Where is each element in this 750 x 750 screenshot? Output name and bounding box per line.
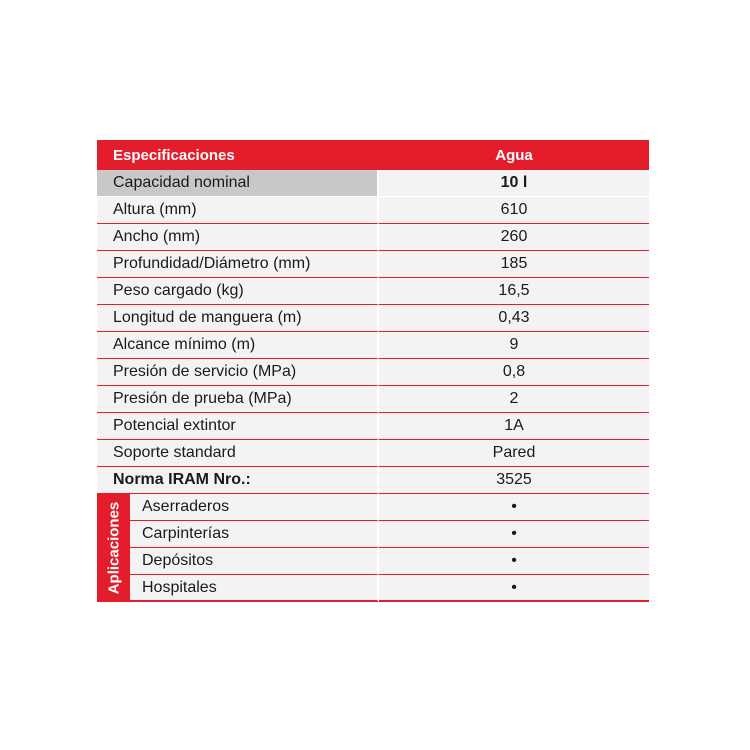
applications-list [130,494,649,602]
table-row [97,305,649,332]
spec-label: Peso cargado (kg) [97,278,379,305]
spec-label: Ancho (mm) [97,224,379,251]
spec-value: 610 [379,197,649,224]
spec-table [97,140,649,602]
list-item [130,575,649,602]
applications-section [97,494,649,602]
table-row [97,278,649,305]
applications-label: Aplicaciones [105,501,122,594]
table-row [97,440,649,467]
applications-label-cell [97,494,130,602]
spec-value: 0,8 [379,359,649,386]
table-row [97,197,649,224]
table-row [97,170,649,197]
list-item [130,548,649,575]
table-row [97,224,649,251]
spec-value: 3525 [379,467,649,494]
application-label: Aserraderos [130,494,379,521]
application-label: Hospitales [130,575,379,602]
application-label: Depósitos [130,548,379,575]
spec-value: Pared [379,440,649,467]
application-bullet: • [379,548,649,575]
spec-label: Alcance mínimo (m) [97,332,379,359]
table-row [97,251,649,278]
spec-label: Potencial extintor [97,413,379,440]
spec-label: Soporte standard [97,440,379,467]
spec-value: 2 [379,386,649,413]
header-value-label: Agua [495,146,533,164]
spec-label: Presión de prueba (MPa) [97,386,379,413]
table-row [97,413,649,440]
table-row [97,332,649,359]
spec-label: Presión de servicio (MPa) [97,359,379,386]
spec-label: Altura (mm) [97,197,379,224]
table-row [97,467,649,494]
table-header [97,140,649,170]
table-row [97,386,649,413]
spec-value: 9 [379,332,649,359]
spec-value: 1A [379,413,649,440]
spec-label: Norma IRAM Nro.: [97,467,379,494]
spec-value: 260 [379,224,649,251]
application-bullet: • [379,521,649,548]
spec-label: Capacidad nominal [97,170,379,197]
list-item [130,521,649,548]
spec-value: 16,5 [379,278,649,305]
list-item [130,494,649,521]
table-row [97,359,649,386]
spec-value: 10 l [379,170,649,197]
application-bullet: • [379,575,649,602]
application-bullet: • [379,494,649,521]
spec-value: 185 [379,251,649,278]
spec-value: 0,43 [379,305,649,332]
application-label: Carpinterías [130,521,379,548]
spec-label: Longitud de manguera (m) [97,305,379,332]
spec-label: Profundidad/Diámetro (mm) [97,251,379,278]
header-spec-label: Especificaciones [113,146,235,164]
